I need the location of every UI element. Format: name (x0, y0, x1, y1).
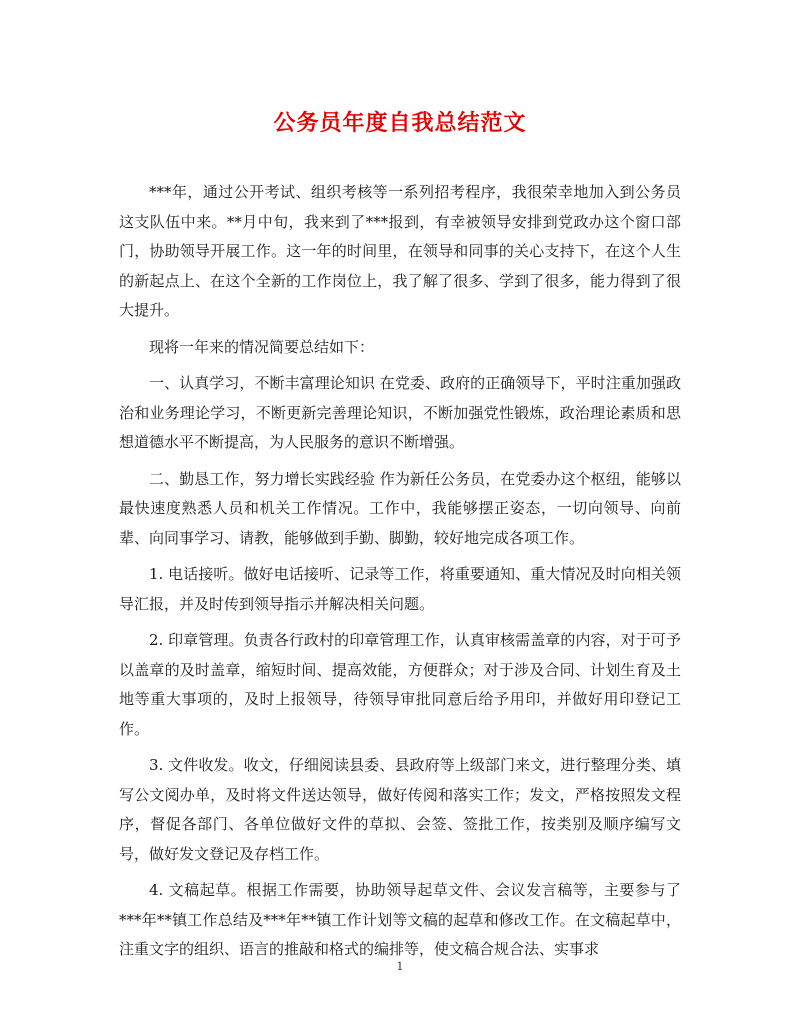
document-title: 公务员年度自我总结范文 (273, 110, 527, 136)
paragraph-section-1: 一、认真学习，不断丰富理论知识 在党委、政府的正确领导下，平时注重加强政治和业务理论学习，不断更新完善理论知识，不断加强党性锻炼，政治理论素质和思想道德水平不断提高，为人民服务的意识不断增强。 (119, 374, 681, 451)
paragraph-item-3: 3. 文件收发。收文，仔细阅读县委、县政府等上级部门来文，进行整理分类、填写公文阅办单，及时将文件送达领导，做好传阅和落实工作；发文，严格按照发文程序，督促各部门、各单位做好文件的草拟、会签、签批工作，按类别及顺序编写文号，做好发文登记及存档工作。 (119, 756, 681, 863)
paragraph-summary-lead: 现将一年来的情况简要总结如下： (149, 337, 375, 356)
page-number: 1 (396, 960, 404, 973)
paragraph-item-2: 2. 印章管理。负责各行政村的印章管理工作，认真审核需盖章的内容，对于可予以盖章的及时盖章，缩短时间、提高效能，方便群众；对于涉及合同、计划生育及土地等重大事项的，及时上报领导，待领导审批同意后给予用印，并做好用印登记工作。 (119, 631, 681, 738)
document-body (119, 178, 681, 972)
paragraph-intro: ***年，通过公开考试、组织考核等一系列招考程序，我很荣幸地加入到公务员这支队伍中来。**月中旬，我来到了***报到，有幸被领导安排到党政办这个窗口部门，协助领导开展工作。这一年的时间里，在领导和同事的关心支持下，在这个人生的新起点上、在这个全新的工作岗位上，我了解了很多、学到了很多，能力得到了很大提升。 (119, 183, 681, 319)
paragraph-section-2: 二、勤恳工作，努力增长实践经验 作为新任公务员，在党委办这个枢纽，能够以最快速度熟悉人员和机关工作情况。工作中，我能够摆正姿态，一切向领导、向前辈、向同事学习、请教，能够做到手勤、脚勤，较好地完成各项工作。 (119, 469, 681, 547)
paragraph-item-4: 4. 文稿起草。根据工作需要，协助领导起草文件、会议发言稿等，主要参与了***年**镇工作总结及***年**镇工作计划等文稿的起草和修改工作。在文稿起草中，注重文字的组织、语言的推敲和格式的编排等，使文稿合规合法、实事求 (119, 881, 681, 958)
paragraph-item-1: 1. 电话接听。做好电话接听、记录等工作，将重要通知、重大情况及时向相关领导汇报，并及时传到领导指示并解决相关问题。 (119, 565, 681, 613)
